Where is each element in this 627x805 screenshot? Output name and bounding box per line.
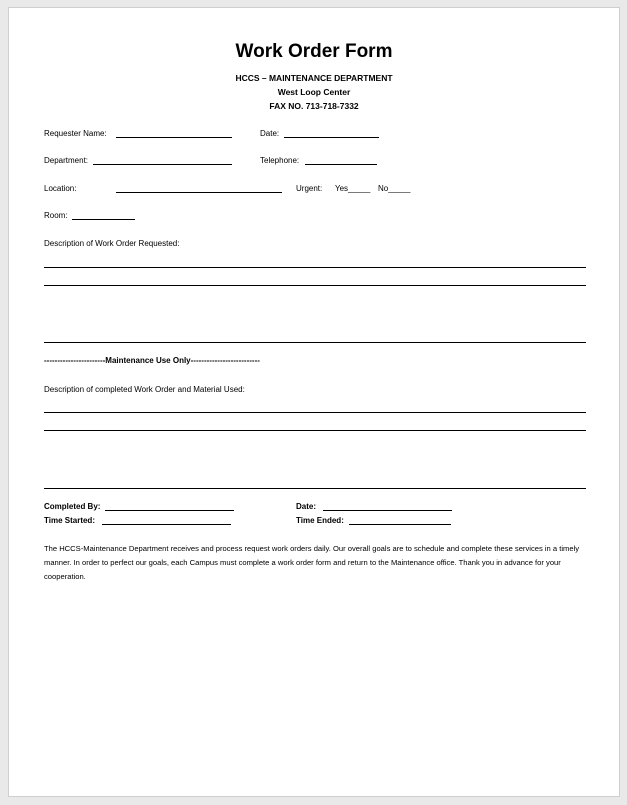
urgent-yes-option[interactable]: Yes_____ (335, 184, 371, 193)
completed-description-line[interactable] (44, 488, 586, 489)
time-started-field[interactable] (102, 524, 231, 525)
completed-by-field[interactable] (105, 510, 234, 511)
form-title: Work Order Form (235, 41, 393, 62)
completed-description-label: Description of completed Work Order and Material Used: (44, 385, 245, 394)
work-order-description-label: Description of Work Order Requested: (44, 239, 180, 248)
fax-heading: FAX NO. 713-718-7332 (269, 101, 359, 111)
location-heading: West Loop Center (277, 87, 351, 97)
urgent-no-option[interactable]: No_____ (378, 184, 411, 193)
completed-description-line[interactable] (44, 412, 586, 413)
location-field[interactable] (116, 192, 282, 193)
completed-by-label: Completed By: (44, 502, 101, 511)
location-label: Location: (44, 184, 77, 193)
work-order-description-line[interactable] (44, 267, 586, 268)
footer-note: The HCCS-Maintenance Department receives and process request work orders daily. Our overall goals are to schedule and complete these services in a timely manner. In order to perfect our goals, each Campus must complete a work order form and return to the Maintenance office. Thank you in advance for your cooperation. (44, 544, 580, 581)
request-date-label: Date: (260, 129, 280, 138)
department-label: Department: (44, 156, 89, 165)
urgent-label: Urgent: (296, 184, 323, 193)
work-order-form-page (8, 7, 620, 797)
room-field[interactable] (72, 219, 135, 220)
room-label: Room: (44, 211, 68, 220)
department-field[interactable] (93, 164, 232, 165)
time-ended-field[interactable] (349, 524, 451, 525)
completed-date-field[interactable] (323, 510, 452, 511)
request-date-field[interactable] (284, 137, 379, 138)
time-started-label: Time Started: (44, 516, 95, 525)
requester-name-field[interactable] (116, 137, 232, 138)
work-order-description-line[interactable] (44, 342, 586, 343)
requester-name-label: Requester Name: (44, 129, 107, 138)
maintenance-use-only-divider: -----------------------Maintenance Use Only-------------------------- (44, 356, 260, 365)
completed-date-label: Date: (296, 502, 317, 511)
completed-description-line[interactable] (44, 430, 586, 431)
telephone-field[interactable] (305, 164, 377, 165)
work-order-description-line[interactable] (44, 285, 586, 286)
telephone-label: Telephone: (260, 156, 300, 165)
time-ended-label: Time Ended: (296, 516, 344, 525)
department-heading: HCCS – MAINTENANCE DEPARTMENT (235, 73, 393, 83)
